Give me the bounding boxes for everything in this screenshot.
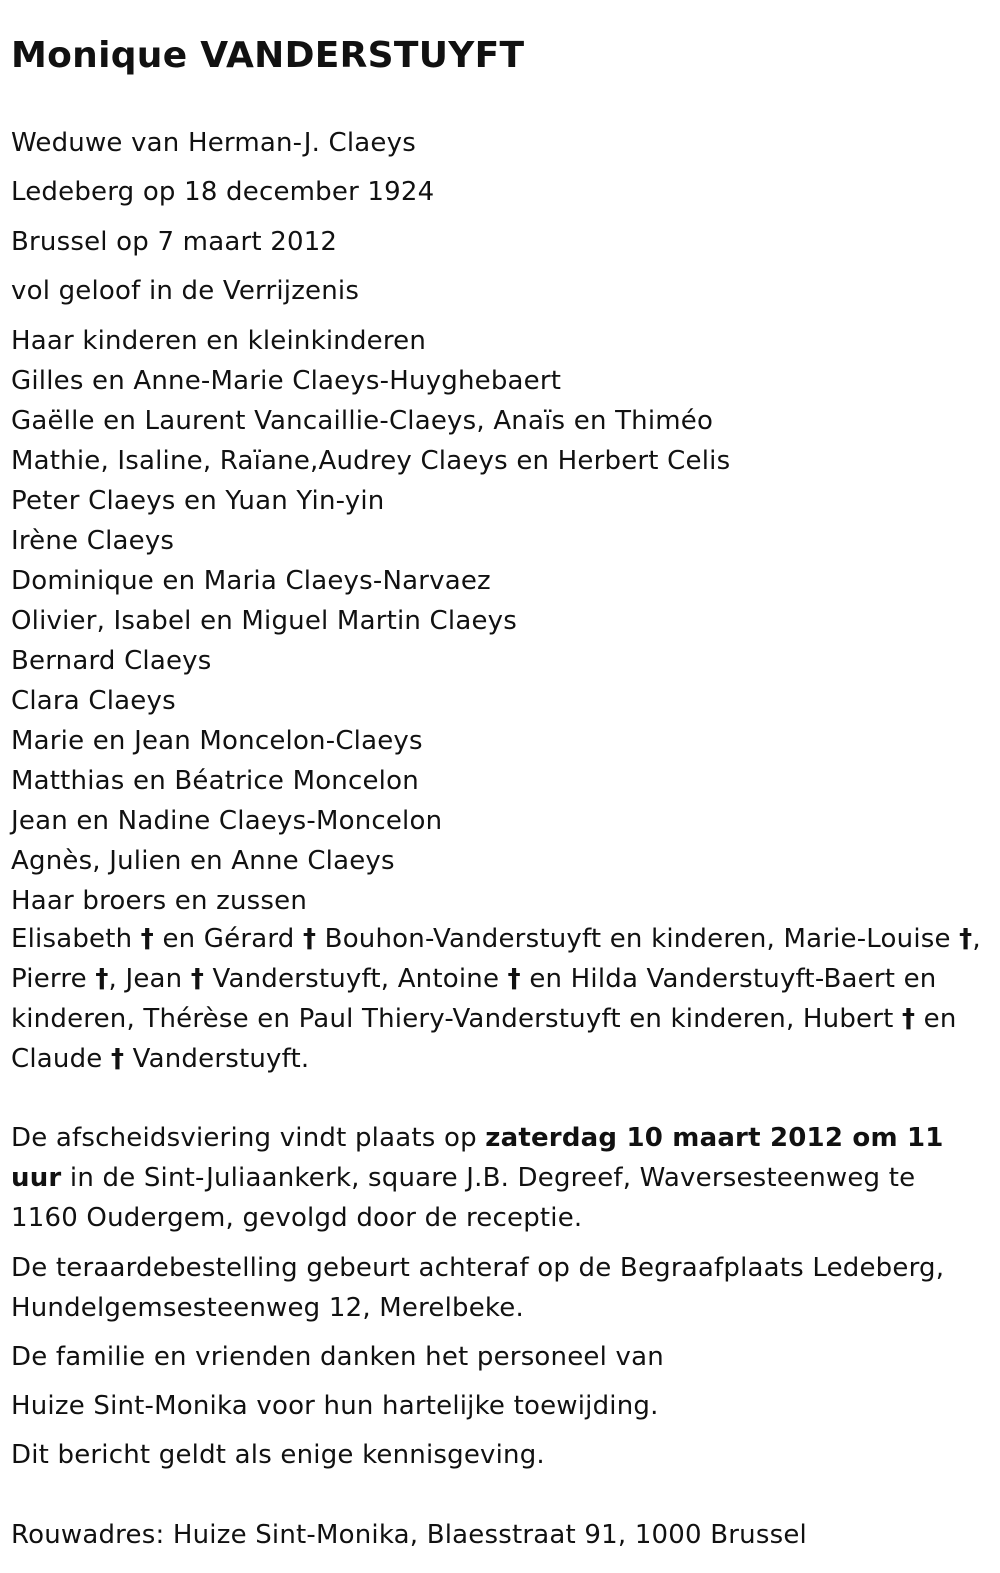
faith-line: vol geloof in de Verrijzenis [11,276,360,306]
siblings-text: en Hilda Vanderstuyft-Baert en kinderen, Thérèse en Paul Thiery-Vanderstuyft en kinderen, Hubert [11,964,937,1034]
cross-icon: † [190,964,205,994]
cross-icon: † [902,1004,916,1034]
family-line: Agnès, Julien en Anne Claeys [11,846,395,876]
family-line: Clara Claeys [11,686,176,716]
siblings-text: en Claude [11,1004,957,1074]
family-line: Gilles en Anne-Marie Claeys-Huyghebaert [11,366,562,396]
cross-icon: † [959,924,973,954]
ceremony-date: zaterdag 10 maart 2012 om 11 uur [11,1123,944,1193]
siblings-text: Elisabeth [11,924,133,954]
family-line: Marie en Jean Moncelon-Claeys [11,726,423,756]
deceased-name: Monique VANDERSTUYFT [11,35,525,76]
ceremony-paragraph [11,1118,986,1238]
siblings-text: Vanderstuyft, Antoine [212,964,500,994]
siblings-text: Vanderstuyft. [132,1044,310,1074]
family-line: Mathie, Isaline, Raïane,Audrey Claeys en Herbert Celis [11,446,731,476]
cross-icon: † [110,1044,125,1074]
family-line: Bernard Claeys [11,646,212,676]
family-line: Gaëlle en Laurent Vancaillie-Claeys, Anaïs en Thiméo [11,406,714,436]
cross-icon: † [140,924,154,954]
ceremony-text: De afscheidsviering vindt plaats op [11,1123,477,1153]
family-list [11,321,730,921]
family-heading-children: Haar kinderen en kleinkinderen [11,326,427,356]
cross-icon: † [95,964,109,994]
thanks-line: De familie en vrienden danken het personeel van [11,1342,664,1372]
family-line: Olivier, Isabel en Miguel Martin Claeys [11,606,517,636]
widow-line: Weduwe van Herman-J. Claeys [11,128,416,158]
cross-icon: † [302,924,317,954]
family-line: Irène Claeys [11,526,175,556]
family-line: Jean en Nadine Claeys-Moncelon [11,806,443,836]
birth-line: Ledeberg op 18 december 1924 [11,177,435,207]
family-line: Matthias en Béatrice Moncelon [11,766,419,796]
thanks-line: Huize Sint-Monika voor hun hartelijke toewijding. [11,1391,659,1421]
mourning-address: Rouwadres: Huize Sint-Monika, Blaesstraat 91, 1000 Brussel [11,1520,807,1550]
siblings-text: en Gérard [162,924,295,954]
family-line: Dominique en Maria Claeys-Narvaez [11,566,491,596]
family-heading-siblings: Haar broers en zussen [11,886,308,916]
cross-icon: † [507,964,521,994]
siblings-text: , Pierre [11,924,981,994]
ceremony-text: in de Sint-Juliaankerk, square J.B. Degreef, Waversesteenweg te 1160 Oudergem, gevolgd door de receptie. [11,1163,916,1233]
siblings-text: Bouhon-Vanderstuyft en kinderen, Marie-Louise [324,924,951,954]
death-line: Brussel op 7 maart 2012 [11,227,338,257]
siblings-text: , Jean [108,964,183,994]
family-line: Peter Claeys en Yuan Yin-yin [11,486,385,516]
siblings-paragraph [11,919,986,1079]
notice-line: Dit bericht geldt als enige kennisgeving. [11,1440,545,1470]
burial-paragraph: De teraardebestelling gebeurt achteraf op de Begraafplaats Ledeberg, Hundelgemsesteenweg 12, Merelbeke. [11,1253,945,1323]
